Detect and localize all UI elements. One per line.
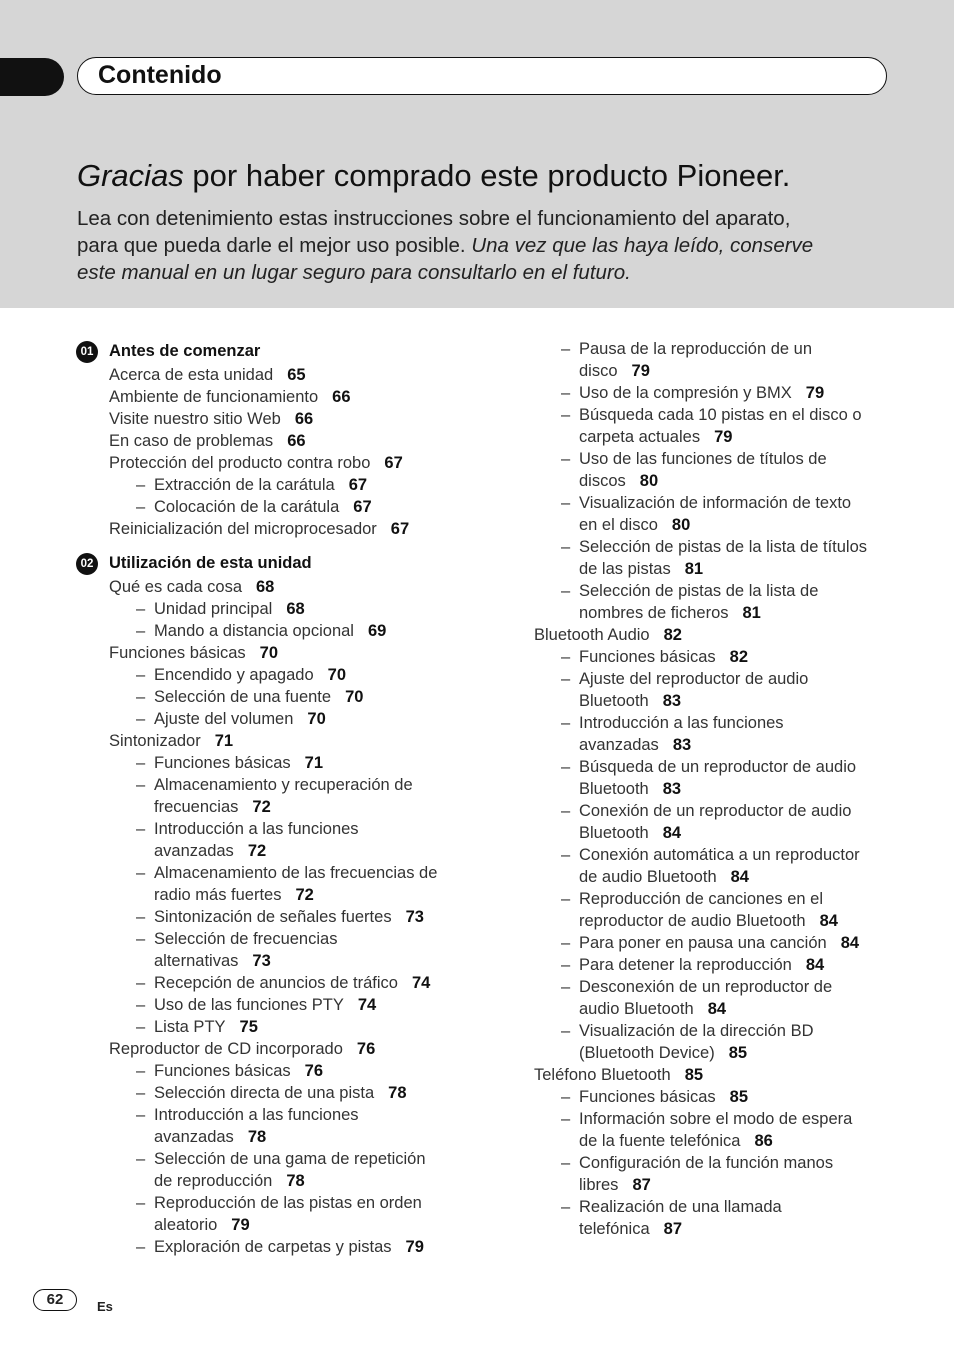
- entry-text-continued: de las pistas: [579, 560, 671, 578]
- entry-text: Selección directa de una pista: [154, 1084, 375, 1102]
- toc-subentry: [532, 976, 932, 998]
- toc-subentry-continued: [532, 866, 932, 888]
- toc-entry: [76, 452, 486, 474]
- entry-page-number: 67: [348, 476, 368, 494]
- entry-text: Funciones básicas: [154, 1062, 291, 1080]
- entry-page-number: 84: [730, 868, 749, 886]
- toc-subentry: [532, 954, 932, 976]
- bullet-dash: –: [561, 1198, 571, 1216]
- entry-text: Reproducción de las pistas en orden: [154, 1194, 422, 1212]
- toc-subentry-continued: [532, 910, 932, 932]
- bullet-dash: –: [136, 1238, 146, 1256]
- toc-subentry: [532, 1152, 932, 1174]
- entry-page-number: 78: [247, 1128, 267, 1146]
- entry-page-number: 83: [662, 780, 682, 798]
- toc-subentry: [76, 818, 486, 840]
- headline-italic: Gracias: [77, 158, 184, 193]
- bullet-dash: –: [561, 978, 571, 996]
- entry-text-continued: telefónica: [579, 1220, 650, 1238]
- toc-right-column: [532, 338, 932, 1240]
- entry-text: Recepción de anuncios de tráfico: [154, 974, 398, 992]
- entry-page-number: 84: [819, 912, 838, 930]
- toc-subentry-continued: [532, 558, 932, 580]
- entry-text-continued: nombres de ficheros: [579, 604, 729, 622]
- toc-subentry: [76, 598, 486, 620]
- page-title: Contenido: [98, 61, 222, 89]
- toc-subentry: [532, 1196, 932, 1218]
- toc-entry: [76, 518, 486, 540]
- toc-subentry: [532, 1086, 932, 1108]
- section-gap: [76, 540, 486, 550]
- bullet-dash: –: [136, 974, 146, 992]
- intro-paragraph: [77, 205, 897, 286]
- entry-text: Exploración de carpetas y pistas: [154, 1238, 392, 1256]
- entry-text-continued: en el disco: [579, 516, 658, 534]
- entry-text: Unidad principal: [154, 600, 273, 618]
- toc-subentry: [532, 756, 932, 778]
- toc-entry: [76, 408, 486, 430]
- bullet-dash: –: [561, 582, 571, 600]
- bullet-dash: –: [561, 1110, 571, 1128]
- entry-page-number: 82: [663, 626, 682, 644]
- toc-subentry: [76, 906, 486, 928]
- entry-text-continued: de la fuente telefónica: [579, 1132, 741, 1150]
- entry-text-continued: disco: [579, 362, 618, 380]
- toc-subentry-continued: [532, 734, 932, 756]
- toc-subentry: [532, 1108, 932, 1130]
- bullet-dash: –: [136, 908, 146, 926]
- entry-text: Protección del producto contra robo: [109, 454, 371, 472]
- entry-page-number: 74: [357, 996, 377, 1014]
- toc-subentry: [76, 664, 486, 686]
- bullet-dash: –: [136, 1194, 146, 1212]
- bullet-dash: –: [136, 498, 146, 516]
- toc-subentry: [532, 404, 932, 426]
- entry-text-continued: Bluetooth: [579, 780, 649, 798]
- entry-page-number: 79: [231, 1216, 250, 1234]
- toc-subentry: [76, 496, 486, 518]
- entry-text: Uso de las funciones PTY: [154, 996, 344, 1014]
- toc-subentry-continued: [532, 998, 932, 1020]
- entry-text: Funciones básicas: [154, 754, 291, 772]
- entry-text: Desconexión de un reproductor de: [579, 978, 833, 996]
- entry-text: Selección de una fuente: [154, 688, 332, 706]
- entry-text: Selección de pistas de la lista de títulos: [579, 538, 868, 556]
- headline-rest: por haber comprado este producto Pioneer.: [183, 158, 791, 193]
- page-number: 62: [46, 1291, 64, 1308]
- entry-text: Para detener la reproducción: [579, 956, 792, 974]
- intro-line-2-plain: para que pueda darle el mejor uso posible.: [77, 234, 472, 257]
- entry-text: Pausa de la reproducción de un: [579, 340, 812, 358]
- bullet-dash: –: [561, 890, 571, 908]
- bullet-dash: –: [136, 600, 146, 618]
- entry-page-number: 83: [672, 736, 692, 754]
- toc-subentry: [76, 1104, 486, 1126]
- toc-subentry-continued: [532, 426, 932, 448]
- bullet-dash: –: [561, 648, 571, 666]
- toc-subentry: [532, 448, 932, 470]
- bullet-dash: –: [561, 538, 571, 556]
- entry-page-number: 83: [662, 692, 682, 710]
- entry-text: Selección de frecuencias: [154, 930, 338, 948]
- entry-text: Selección de pistas de la lista de: [579, 582, 819, 600]
- toc-subentry-continued: [532, 1218, 932, 1240]
- entry-page-number: 68: [286, 600, 305, 618]
- entry-text: Introducción a las funciones: [154, 820, 359, 838]
- entry-text: Introducción a las funciones: [579, 714, 784, 732]
- entry-page-number: 67: [390, 520, 410, 538]
- entry-text: Almacenamiento de las frecuencias de: [154, 864, 438, 882]
- entry-text: Ajuste del volumen: [154, 710, 294, 728]
- entry-page-number: 71: [214, 732, 234, 750]
- entry-page-number: 81: [684, 560, 704, 578]
- entry-page-number: 70: [259, 644, 279, 662]
- toc-subentry: [532, 338, 932, 360]
- toc-subentry: [76, 994, 486, 1016]
- entry-page-number: 81: [742, 604, 761, 622]
- entry-page-number: 71: [304, 754, 324, 772]
- entry-text: Uso de las funciones de títulos de: [579, 450, 827, 468]
- entry-page-number: 84: [662, 824, 682, 842]
- entry-text: Búsqueda de un reproductor de audio: [579, 758, 857, 776]
- toc-subentry-continued: [76, 950, 486, 972]
- entry-page-number: 70: [327, 666, 346, 684]
- bullet-dash: –: [561, 758, 571, 776]
- entry-page-number: 84: [707, 1000, 727, 1018]
- entry-page-number: 84: [840, 934, 860, 952]
- toc-entry: [76, 1038, 486, 1060]
- entry-text-continued: avanzadas: [154, 842, 234, 860]
- bullet-dash: –: [136, 1062, 146, 1080]
- bullet-dash: –: [561, 1154, 571, 1172]
- bullet-dash: –: [561, 714, 571, 732]
- bullet-dash: –: [136, 776, 146, 794]
- toc-subentry-continued: [76, 1214, 486, 1236]
- entry-page-number: 78: [286, 1172, 305, 1190]
- entry-page-number: 67: [353, 498, 372, 516]
- entry-text-continued: aleatorio: [154, 1216, 218, 1234]
- toc-subentry-continued: [532, 1042, 932, 1064]
- toc-subentry-continued: [532, 470, 932, 492]
- entry-text: Configuración de la función manos: [579, 1154, 834, 1172]
- intro-line-3: [77, 259, 897, 286]
- section-number-badge: 01: [76, 341, 98, 363]
- entry-text: Extracción de la carátula: [154, 476, 335, 494]
- toc-subentry: [532, 668, 932, 690]
- entry-text-continued: de reproducción: [154, 1172, 273, 1190]
- entry-page-number: 79: [714, 428, 733, 446]
- bullet-dash: –: [561, 934, 571, 952]
- page-number-badge: [33, 1289, 77, 1311]
- entry-text-continued: audio Bluetooth: [579, 1000, 694, 1018]
- entry-text-continued: Bluetooth: [579, 692, 649, 710]
- toc-subentry-continued: [532, 1174, 932, 1196]
- entry-text: Sintonizador: [109, 732, 201, 750]
- entry-page-number: 87: [663, 1220, 682, 1238]
- intro-line-3-italic: este manual en un lugar seguro para consultarlo en el futuro.: [77, 261, 631, 284]
- language-code: Es: [97, 1299, 113, 1314]
- entry-text: Para poner en pausa una canción: [579, 934, 827, 952]
- entry-text-continued: frecuencias: [154, 798, 239, 816]
- bullet-dash: –: [561, 802, 571, 820]
- entry-page-number: 70: [307, 710, 326, 728]
- toc-subentry: [76, 1082, 486, 1104]
- toc-subentry: [532, 800, 932, 822]
- toc-entry: [76, 364, 486, 386]
- toc-subentry: [532, 888, 932, 910]
- entry-page-number: 67: [384, 454, 403, 472]
- entry-page-number: 78: [388, 1084, 407, 1102]
- entry-page-number: 76: [304, 1062, 324, 1080]
- bullet-dash: –: [136, 476, 146, 494]
- entry-page-number: 68: [256, 578, 275, 596]
- bullet-dash: –: [561, 1022, 571, 1040]
- entry-text: Búsqueda cada 10 pistas en el disco o: [579, 406, 862, 424]
- entry-text: Información sobre el modo de espera: [579, 1110, 853, 1128]
- entry-page-number: 76: [356, 1040, 376, 1058]
- entry-text-continued: Bluetooth: [579, 824, 649, 842]
- entry-text: Acerca de esta unidad: [109, 366, 274, 384]
- entry-text-continued: reproductor de audio Bluetooth: [579, 912, 806, 930]
- entry-page-number: 79: [631, 362, 650, 380]
- bullet-dash: –: [136, 996, 146, 1014]
- section-heading: [76, 340, 486, 364]
- entry-text: Lista PTY: [154, 1018, 226, 1036]
- toc-subentry: [532, 492, 932, 514]
- entry-page-number: 66: [332, 388, 351, 406]
- entry-page-number: 70: [345, 688, 364, 706]
- entry-page-number: 85: [728, 1044, 748, 1062]
- entry-text: Teléfono Bluetooth: [534, 1066, 671, 1084]
- entry-text: Conexión de un reproductor de audio: [579, 802, 852, 820]
- entry-page-number: 79: [405, 1238, 424, 1256]
- bullet-dash: –: [136, 864, 146, 882]
- toc-entry: [76, 730, 486, 752]
- entry-text-continued: avanzadas: [579, 736, 659, 754]
- toc-subentry-continued: [532, 1130, 932, 1152]
- intro-line-2-italic: Una vez que las haya leído, conserve: [471, 234, 814, 257]
- entry-text-continued: avanzadas: [154, 1128, 234, 1146]
- toc-subentry: [76, 1016, 486, 1038]
- entry-text: Colocación de la carátula: [154, 498, 340, 516]
- bullet-dash: –: [136, 1084, 146, 1102]
- toc-subentry: [532, 382, 932, 404]
- toc-subentry-continued: [532, 778, 932, 800]
- entry-text: Introducción a las funciones: [154, 1106, 359, 1124]
- entry-page-number: 72: [295, 886, 314, 904]
- entry-text: Reproducción de canciones en el: [579, 890, 823, 908]
- entry-text-continued: alternativas: [154, 952, 239, 970]
- toc-subentry: [532, 844, 932, 866]
- toc-subentry: [76, 620, 486, 642]
- entry-text: Sintonización de señales fuertes: [154, 908, 392, 926]
- toc-subentry-continued: [76, 1126, 486, 1148]
- entry-text: Mando a distancia opcional: [154, 622, 354, 640]
- entry-text: Visualización de información de texto: [579, 494, 852, 512]
- bullet-dash: –: [136, 710, 146, 728]
- bullet-dash: –: [561, 670, 571, 688]
- entry-page-number: 82: [729, 648, 749, 666]
- toc-subentry-continued: [532, 690, 932, 712]
- bullet-dash: –: [136, 930, 146, 948]
- bullet-dash: –: [561, 450, 571, 468]
- section-heading: [76, 552, 486, 576]
- entry-page-number: 69: [367, 622, 387, 640]
- section-number-badge: 02: [76, 553, 98, 575]
- entry-text: Selección de una gama de repetición: [154, 1150, 426, 1168]
- toc-subentry-continued: [76, 796, 486, 818]
- entry-page-number: 85: [684, 1066, 704, 1084]
- entry-page-number: 85: [729, 1088, 749, 1106]
- toc-subentry: [76, 928, 486, 950]
- entry-page-number: 84: [805, 956, 825, 974]
- entry-text: Funciones básicas: [579, 1088, 716, 1106]
- entry-text: Visite nuestro sitio Web: [109, 410, 281, 428]
- entry-text-continued: libres: [579, 1176, 619, 1194]
- bullet-dash: –: [561, 1088, 571, 1106]
- toc-subentry-continued: [532, 360, 932, 382]
- section-title: Antes de comenzar: [109, 342, 261, 360]
- toc-entry: [532, 1064, 932, 1086]
- toc-entry: [76, 576, 486, 598]
- toc-entry: [532, 624, 932, 646]
- toc-subentry-continued: [532, 602, 932, 624]
- entry-page-number: 73: [405, 908, 424, 926]
- entry-text: Encendido y apagado: [154, 666, 314, 684]
- entry-text: Reinicialización del microprocesador: [109, 520, 377, 538]
- entry-text: Funciones básicas: [579, 648, 716, 666]
- toc-subentry-continued: [76, 1170, 486, 1192]
- toc-subentry: [76, 474, 486, 496]
- toc-subentry-continued: [532, 822, 932, 844]
- entry-page-number: 80: [671, 516, 691, 534]
- entry-page-number: 72: [252, 798, 271, 816]
- entry-page-number: 74: [412, 974, 431, 992]
- entry-page-number: 73: [252, 952, 271, 970]
- toc-subentry: [76, 1192, 486, 1214]
- toc-subentry: [76, 1236, 486, 1258]
- intro-line-2: [77, 232, 897, 259]
- toc-entry: [76, 386, 486, 408]
- toc-subentry: [532, 1020, 932, 1042]
- toc-subentry-continued: [532, 514, 932, 536]
- entry-page-number: 80: [639, 472, 659, 490]
- bullet-dash: –: [561, 956, 571, 974]
- toc-left-column: [76, 338, 486, 1258]
- bullet-dash: –: [136, 622, 146, 640]
- entry-page-number: 66: [287, 432, 306, 450]
- entry-page-number: 66: [294, 410, 314, 428]
- entry-text: Uso de la compresión y BMX: [579, 384, 792, 402]
- title-box: [77, 57, 887, 95]
- entry-text: Funciones básicas: [109, 644, 246, 662]
- toc-subentry: [76, 1060, 486, 1082]
- bullet-dash: –: [561, 406, 571, 424]
- bullet-dash: –: [136, 1106, 146, 1124]
- toc-subentry-continued: [76, 884, 486, 906]
- toc-subentry: [76, 1148, 486, 1170]
- entry-text: Bluetooth Audio: [534, 626, 650, 644]
- entry-page-number: 79: [805, 384, 825, 402]
- toc-subentry: [76, 708, 486, 730]
- bullet-dash: –: [136, 754, 146, 772]
- bullet-dash: –: [136, 688, 146, 706]
- bullet-dash: –: [136, 1150, 146, 1168]
- intro-line-1: Lea con detenimiento estas instrucciones sobre el funcionamiento del aparato,: [77, 207, 791, 230]
- entry-page-number: 72: [247, 842, 267, 860]
- entry-text-continued: de audio Bluetooth: [579, 868, 717, 886]
- toc-subentry: [76, 752, 486, 774]
- entry-text: Conexión automática a un reproductor: [579, 846, 860, 864]
- toc-subentry: [76, 774, 486, 796]
- entry-text: Ambiente de funcionamiento: [109, 388, 319, 406]
- toc-subentry: [532, 646, 932, 668]
- bullet-dash: –: [136, 820, 146, 838]
- entry-text: Ajuste del reproductor de audio: [579, 670, 809, 688]
- entry-page-number: 87: [632, 1176, 651, 1194]
- entry-text-continued: radio más fuertes: [154, 886, 282, 904]
- bullet-dash: –: [136, 1018, 146, 1036]
- entry-text-continued: (Bluetooth Device): [579, 1044, 715, 1062]
- toc-subentry-continued: [76, 840, 486, 862]
- entry-text: En caso de problemas: [109, 432, 274, 450]
- entry-text-continued: discos: [579, 472, 626, 490]
- toc-entry: [76, 430, 486, 452]
- entry-page-number: 86: [754, 1132, 773, 1150]
- entry-text: Realización de una llamada: [579, 1198, 782, 1216]
- toc-subentry: [76, 686, 486, 708]
- toc-subentry: [76, 862, 486, 884]
- bullet-dash: –: [561, 340, 571, 358]
- entry-page-number: 65: [287, 366, 306, 384]
- section-tab-marker: [0, 58, 64, 96]
- headline: [77, 158, 937, 194]
- entry-text: Almacenamiento y recuperación de: [154, 776, 413, 794]
- toc-subentry: [532, 536, 932, 558]
- bullet-dash: –: [561, 494, 571, 512]
- entry-text: Qué es cada cosa: [109, 578, 242, 596]
- bullet-dash: –: [136, 666, 146, 684]
- bullet-dash: –: [561, 384, 571, 402]
- toc-subentry: [532, 580, 932, 602]
- toc-subentry: [532, 712, 932, 734]
- toc-subentry: [76, 972, 486, 994]
- bullet-dash: –: [561, 846, 571, 864]
- section-title: Utilización de esta unidad: [109, 554, 312, 572]
- toc-entry: [76, 642, 486, 664]
- entry-text: Reproductor de CD incorporado: [109, 1040, 343, 1058]
- entry-page-number: 75: [239, 1018, 258, 1036]
- toc-subentry: [532, 932, 932, 954]
- entry-text-continued: carpeta actuales: [579, 428, 701, 446]
- entry-text: Visualización de la dirección BD: [579, 1022, 814, 1040]
